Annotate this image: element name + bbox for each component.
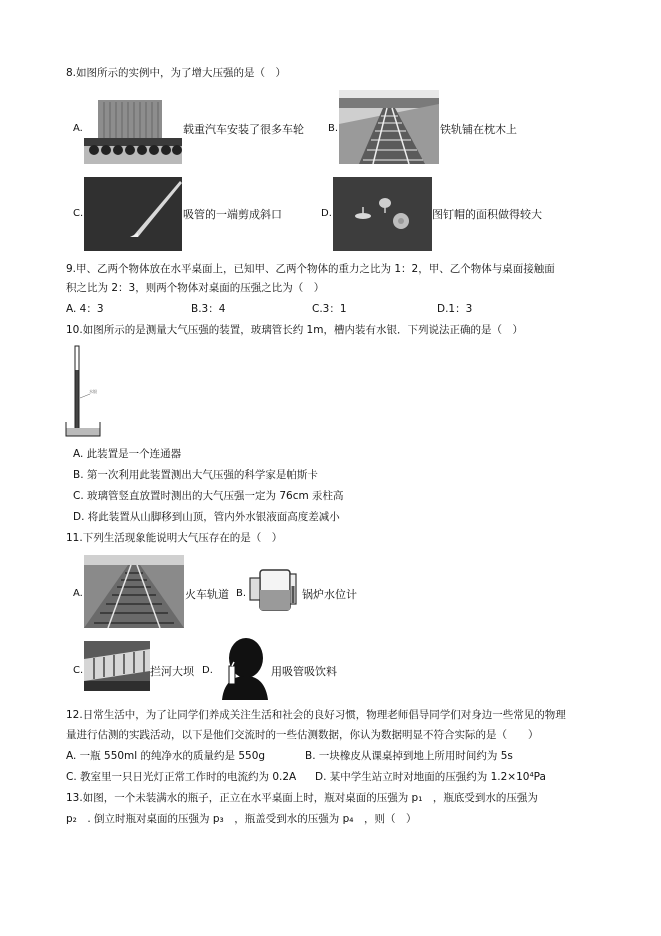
q13-line1: 13.如图，一个未装满水的瓶子，正立在水平桌面上时，瓶对桌面的压强为 p₁ ，瓶底受到水的压强为 — [66, 792, 538, 804]
q11-option-d-text: 用吸管吸饮料 — [271, 665, 337, 678]
q11-option-a-text: 火车轨道 — [185, 588, 229, 601]
thumbtack-image — [333, 177, 432, 251]
q10-option-a: A. 此装置是一个连通器 — [73, 448, 182, 460]
q8-option-c-text: 吸管的一端剪成斜口 — [183, 208, 282, 221]
straw-cut-image — [84, 177, 182, 251]
q12-stem-line2: 量进行估测的实践活动，以下是他们交流时的一些估测数据，你认为数据明显不符合实际的是（ ） — [66, 729, 539, 741]
q10-option-d: D. 将此装置从山脚移到山顶，管内外水银液面高度差减小 — [73, 511, 340, 523]
q12-option-d: D. 某中学生站立时对地面的压强约为 1.2×10⁴Pa — [315, 771, 546, 783]
q9-stem-line1: 9.甲、乙两个物体放在水平桌面上，已知甲、乙两个物体的重力之比为 1：2，甲、乙个物体与桌面接触面 — [66, 263, 555, 275]
q9-option-c: C.3：1 — [312, 303, 347, 315]
child-drinking-image — [216, 636, 269, 700]
q8-stem: 8.如图所示的实例中，为了增大压强的是（ ） — [66, 67, 287, 79]
q8-option-a-label: A. — [73, 123, 83, 134]
q8-option-b-label: B. — [328, 123, 339, 134]
q8-option-d-label: D. — [321, 208, 332, 219]
q8-option-b-text: 铁轨铺在枕木上 — [440, 123, 517, 136]
railway-sleepers-image — [339, 90, 439, 164]
q11-option-c-label: C. — [73, 665, 84, 676]
train-track-image — [84, 555, 184, 628]
q9-stem-line2: 积之比为 2：3，则两个物体对桌面的压强之比为（ ） — [66, 282, 325, 294]
q9-option-b: B.3：4 — [191, 303, 226, 315]
q12-option-b: B. 一块橡皮从课桌掉到地上所用时间约为 5s — [305, 750, 513, 762]
q11-option-c-text: 拦河大坝 — [150, 665, 194, 678]
q12-option-c: C. 教室里一只日光灯正常工作时的电流约为 0.2A — [66, 771, 297, 783]
q8-option-d-text: 图钉帽的面积做得较大 — [432, 208, 542, 221]
dam-image — [84, 641, 150, 691]
q11-option-b-label: B. — [236, 588, 247, 599]
q11-option-a-label: A. — [73, 588, 83, 599]
q9-option-a: A. 4：3 — [66, 303, 104, 315]
q10-option-b: B. 第一次利用此装置测出大气压强的科学家是帕斯卡 — [73, 469, 318, 481]
q12-option-a: A. 一瓶 550ml 的纯净水的质量约是 550g — [66, 750, 266, 762]
q8-option-c-label: C. — [73, 208, 84, 219]
q10-option-c: C. 玻璃管竖直放置时测出的大气压强一定为 76cm 汞柱高 — [73, 490, 344, 502]
q11-stem: 11.下列生活现象能说明大气压存在的是（ ） — [66, 532, 283, 544]
q10-stem: 10.如图所示的是测量大气压强的装置，玻璃管长约 1m，槽内装有水银．下列说法正确的是（ ） — [66, 324, 523, 336]
q9-option-d: D.1：3 — [437, 303, 473, 315]
mercury-label: 水银 — [89, 389, 97, 394]
q8-option-a-text: 载重汽车安装了很多车轮 — [183, 123, 304, 136]
q12-stem-line1: 12.日常生活中，为了让同学们养成关注生活和社会的良好习惯，物理老师倡导同学们对身边一些常见的物理 — [66, 709, 566, 721]
barometer-diagram — [64, 344, 104, 442]
q13-line2: p₂ . 倒立时瓶对桌面的压强为 p₃ ，瓶盖受到水的压强为 p₄ ，则（ ） — [66, 813, 417, 825]
boiler-gauge-image — [248, 566, 300, 614]
q11-option-b-text: 锅炉水位计 — [302, 588, 357, 601]
q11-option-d-label: D. — [202, 665, 213, 676]
heavy-truck-image — [84, 92, 182, 164]
